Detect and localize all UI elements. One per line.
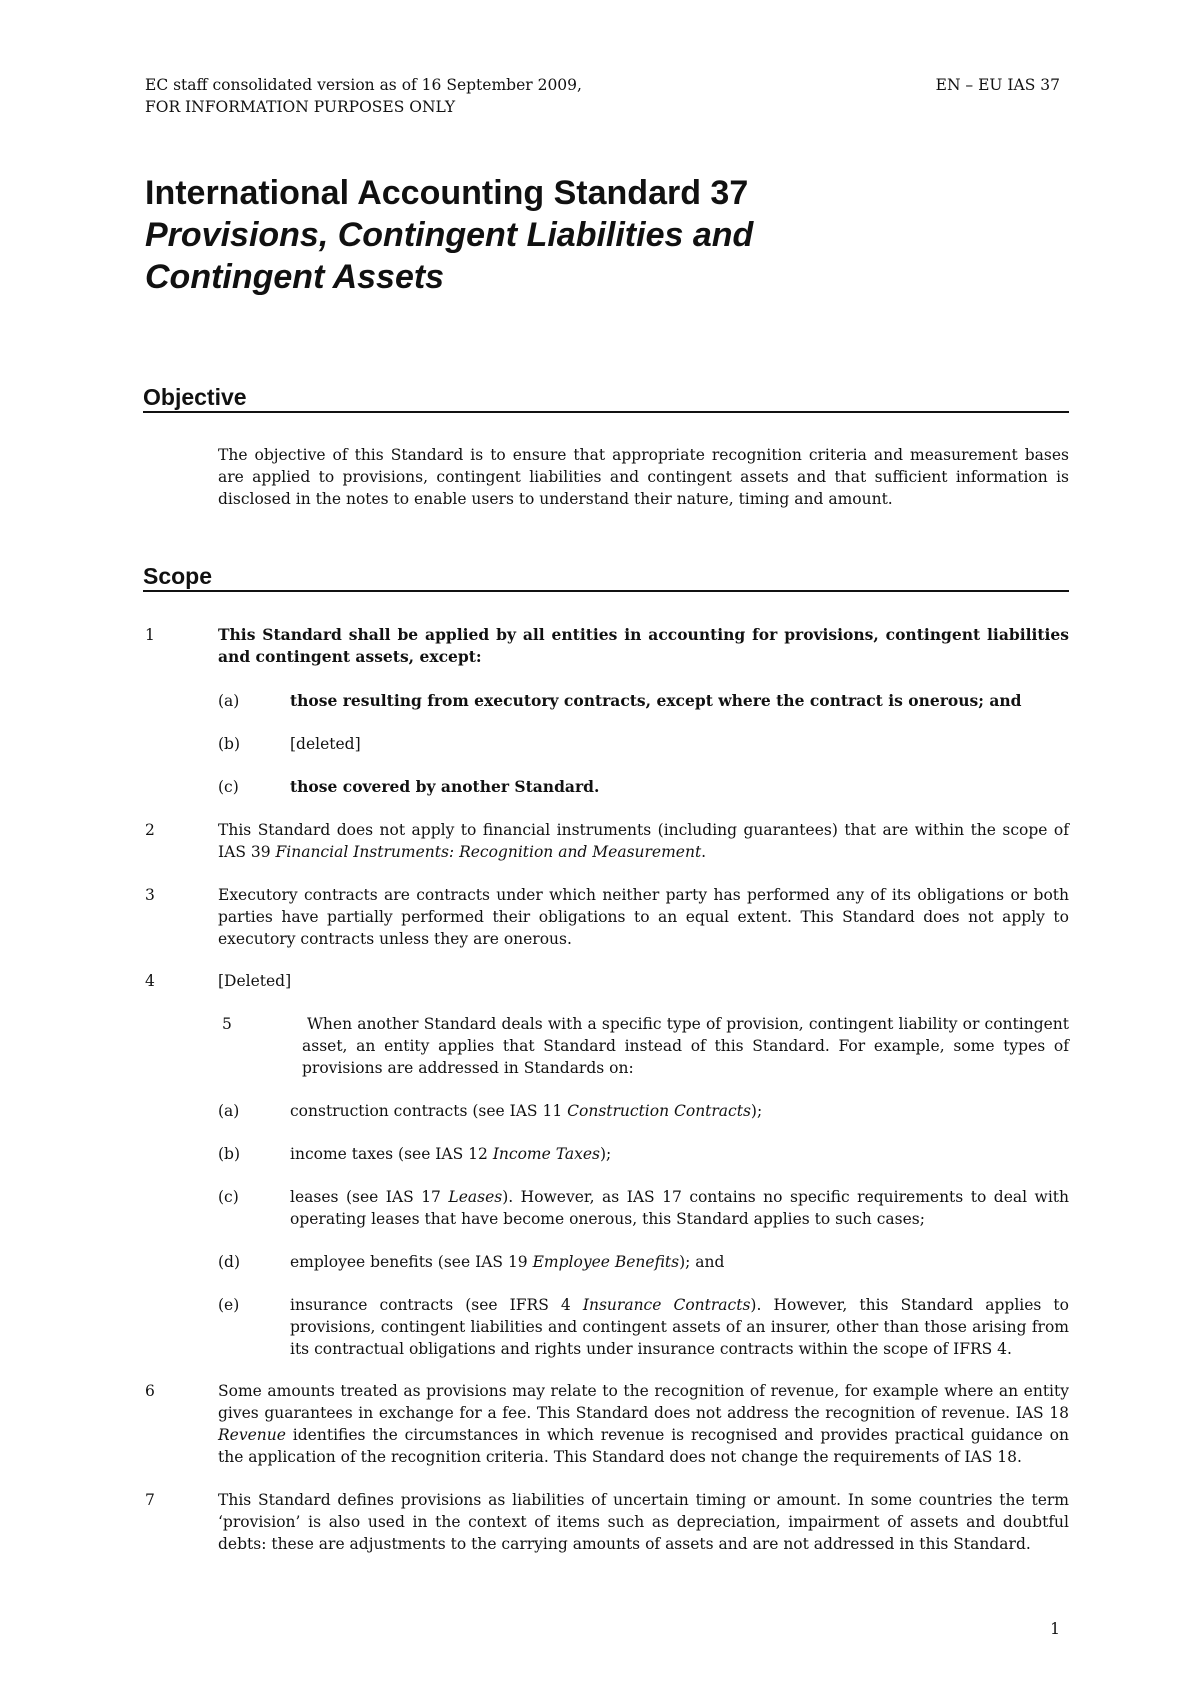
list-item-text <box>290 1143 1069 1165</box>
page-number: 1 <box>1050 1620 1060 1638</box>
paragraph-number: 6 <box>145 1382 155 1400</box>
list-label: (b) <box>218 735 241 753</box>
standard-title-italic: Insurance Contracts <box>582 1296 751 1314</box>
list-item-text <box>290 1100 1069 1122</box>
text-run: ). However, as IAS 17 contains no specific requirements to deal with operating leases that have become onerous, this Standard applies to such cases; <box>290 1188 1069 1228</box>
objective-text: The objective of this Standard is to ensure that appropriate recognition criteria and measurement bases are applied to provisions, contingent liabilities and contingent assets and that sufficient information is disclosed in the notes to enable users to understand their nature, timing and amount. <box>218 446 1069 508</box>
standard-title-italic: Leases <box>448 1188 503 1206</box>
header-version-line: EC staff consolidated version as of 16 September 2009, <box>145 76 582 94</box>
paragraph-6-text <box>218 1380 1069 1468</box>
text-run: Some amounts treated as provisions may relate to the recognition of revenue, for example where an entity gives guarantees in exchange for a fee. This Standard does not address the recognition of revenue. IAS 18 <box>218 1382 1069 1422</box>
text-run: employee benefits (see IAS 19 <box>290 1253 533 1271</box>
paragraph-2-text <box>218 819 1069 863</box>
list-label: (c) <box>218 1188 239 1206</box>
text-run: ). However, this Standard applies to provisions, contingent liabilities and contingent assets of an insurer, other than those arising from its contractual obligations and rights under insurance contracts within the scope of IFRS 4. <box>290 1296 1069 1358</box>
text-run: . <box>701 843 707 861</box>
text-run: income taxes (see IAS 12 <box>290 1145 493 1163</box>
text-run: identifies the circumstances in which revenue is recognised and provides practical guidance on the application of the recognition criteria. This Standard does not change the requirements of IAS 18. <box>218 1426 1069 1466</box>
paragraph-1-text: This Standard shall be applied by all entities in accounting for provisions, contingent liabilities and contingent assets, except: <box>218 625 1069 666</box>
title-line-2: Provisions, Contingent Liabilities and <box>145 216 754 254</box>
text-run: construction contracts (see IAS 11 <box>290 1102 568 1120</box>
document-title <box>145 172 1065 298</box>
list-item-text: those covered by another Standard. <box>290 777 600 796</box>
text-run: insurance contracts (see IFRS 4 <box>290 1296 583 1314</box>
text-run: ); and <box>679 1253 725 1271</box>
list-item-text: those resulting from executory contracts, except where the contract is onerous; and <box>290 691 1022 710</box>
list-label: (a) <box>218 1102 240 1120</box>
list-label: (a) <box>218 692 240 710</box>
text-run: leases (see IAS 17 <box>290 1188 449 1206</box>
list-label: (d) <box>218 1253 241 1271</box>
list-item-text: [deleted] <box>290 735 361 753</box>
scope-heading: Scope <box>143 562 1069 592</box>
paragraph-number: 4 <box>145 972 155 990</box>
running-header <box>145 74 582 118</box>
paragraph-5-text: When another Standard deals with a specific type of provision, contingent liability or contingent asset, an entity applies that Standard instead of this Standard. For example, some types of provisions are addressed in Standards on: <box>302 1015 1069 1077</box>
paragraph-number: 1 <box>145 626 155 644</box>
paragraph-3-text: Executory contracts are contracts under which neither party has performed any of its obligations or both parties have partially performed their obligations to an equal extent. This Standard does not apply to executory contracts unless they are onerous. <box>218 886 1069 948</box>
paragraph-number: 5 <box>222 1015 232 1033</box>
paragraph-4-text: [Deleted] <box>218 972 292 990</box>
standard-title-italic: Construction Contracts <box>567 1102 751 1120</box>
standard-title-italic: Employee Benefits <box>532 1253 680 1271</box>
standard-title-italic: Income Taxes <box>492 1145 600 1163</box>
paragraph-number: 3 <box>145 886 155 904</box>
paragraph-number: 7 <box>145 1491 155 1509</box>
text-run: ); <box>750 1102 763 1120</box>
objective-heading: Objective <box>143 383 1069 413</box>
list-item-text <box>290 1294 1069 1360</box>
text-run: This Standard does not apply to financial instruments (including guarantees) that are within the scope of IAS 39 <box>218 821 1069 861</box>
title-line-1: International Accounting Standard 37 <box>145 174 749 212</box>
list-label: (b) <box>218 1145 241 1163</box>
header-standard-ref: EN – EU IAS 37 <box>935 76 1060 94</box>
paragraph-number: 2 <box>145 821 155 839</box>
standard-title-italic: Revenue <box>218 1426 286 1444</box>
standard-title-italic: Financial Instruments: Recognition and Measurement <box>275 843 702 861</box>
text-run: ); <box>599 1145 612 1163</box>
list-item-text <box>290 1251 1069 1273</box>
paragraph-7-text: This Standard defines provisions as liabilities of uncertain timing or amount. In some countries the term ‘provision’ is also used in the context of items such as depreciation, impairment of assets and doubtful debts: these are adjustments to the carrying amounts of assets and are not addressed in this Standard. <box>218 1491 1069 1553</box>
list-item-text <box>290 1186 1069 1230</box>
header-disclaimer-line: FOR INFORMATION PURPOSES ONLY <box>145 98 456 116</box>
list-label: (c) <box>218 778 239 796</box>
list-label: (e) <box>218 1296 240 1314</box>
title-line-3: Contingent Assets <box>145 258 445 296</box>
